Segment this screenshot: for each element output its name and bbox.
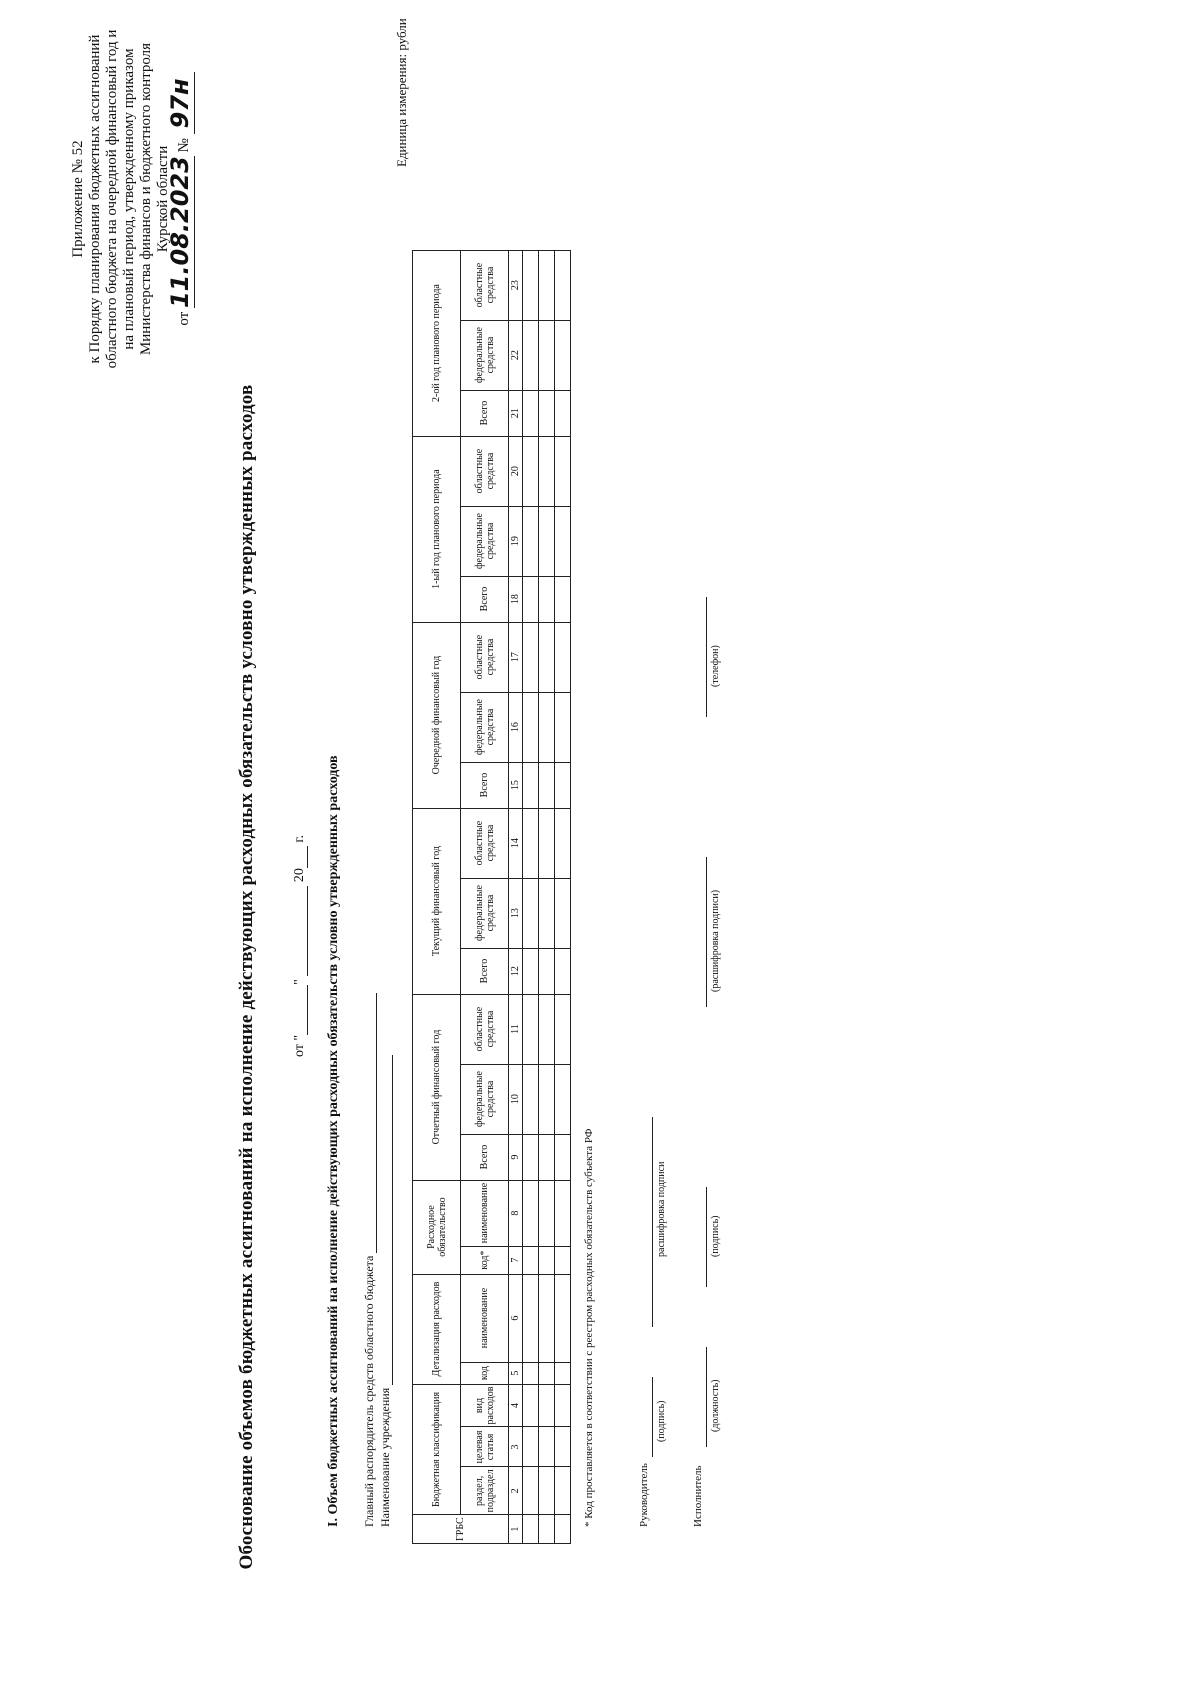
head-sign-line[interactable] bbox=[652, 1377, 653, 1457]
section-heading: I. Объем бюджетных ассигнований на исполнение действующих расходных обязательств условно утвержденных расходов bbox=[326, 755, 341, 1527]
th-kod: код bbox=[461, 1362, 509, 1384]
th-vsego-3: Всего bbox=[461, 762, 509, 808]
table-header-row-2 bbox=[461, 250, 509, 1543]
col-num: 11 bbox=[509, 994, 523, 1064]
appendix-line-5: Курской области bbox=[155, 145, 171, 253]
th-grbs: ГРБС bbox=[413, 1515, 509, 1544]
executor-label: Исполнитель bbox=[692, 1465, 704, 1527]
th-vsego-4: Всего bbox=[461, 576, 509, 622]
budget-table bbox=[412, 250, 571, 1544]
th-fed-5: федеральные средства bbox=[461, 320, 509, 390]
col-num: 22 bbox=[509, 320, 523, 390]
col-num: 6 bbox=[509, 1274, 523, 1362]
executor-phone-caption: (телефон) bbox=[710, 645, 721, 687]
executor-position-caption: (должность) bbox=[710, 1379, 721, 1432]
col-num: 9 bbox=[509, 1134, 523, 1180]
th-fed-3: федеральные средства bbox=[461, 692, 509, 762]
executor-position-line[interactable] bbox=[706, 1347, 707, 1447]
th-report-year: Отчетный финансовый год bbox=[413, 994, 461, 1180]
col-num: 7 bbox=[509, 1246, 523, 1274]
document-title: Обоснование объемов бюджетных ассигнований на исполнение действующих расходных обязательств условно утвержденных расходов bbox=[236, 384, 257, 1570]
head-decode-line[interactable] bbox=[652, 1117, 653, 1327]
table-header-row-1 bbox=[413, 250, 461, 1543]
table-row[interactable] bbox=[523, 250, 539, 1543]
col-num: 14 bbox=[509, 808, 523, 878]
date-line: от "" 20 г. bbox=[292, 834, 307, 1057]
institution-field bbox=[378, 1055, 393, 1527]
date-prefix: от bbox=[176, 311, 192, 326]
col-num: 13 bbox=[509, 878, 523, 948]
th-current-year: Текущий финансовый год bbox=[413, 808, 461, 994]
institution-input-line[interactable] bbox=[381, 1055, 393, 1385]
order-date: 11.08.2023 bbox=[166, 156, 194, 309]
th-celevaya: целевая статья bbox=[461, 1427, 509, 1467]
grbs-label: Главный распорядитель средств областного бюджета bbox=[362, 1255, 376, 1527]
col-num: 20 bbox=[509, 436, 523, 506]
th-obl-3: областные средства bbox=[461, 622, 509, 692]
th-detail: Детализация расходов bbox=[413, 1274, 461, 1384]
grbs-field bbox=[362, 993, 377, 1527]
col-num: 8 bbox=[509, 1180, 523, 1246]
appendix-number: Приложение № 52 bbox=[70, 140, 86, 258]
th-next-year: Очередной финансовый год bbox=[413, 622, 461, 808]
unit-label: Единица измерения: рубли bbox=[394, 18, 409, 167]
th-razdel: раздел, подраздел bbox=[461, 1467, 509, 1515]
th-kod-star: код* bbox=[461, 1246, 509, 1274]
th-vid: вид расходов bbox=[461, 1384, 509, 1427]
th-plan2: 2-ой год планового периода bbox=[413, 250, 461, 436]
th-obl-5: областные средства bbox=[461, 250, 509, 320]
col-num: 1 bbox=[509, 1515, 523, 1544]
th-obligation: Расходное обязательство bbox=[413, 1180, 461, 1274]
col-num: 23 bbox=[509, 250, 523, 320]
th-obl-1: областные средства bbox=[461, 994, 509, 1064]
th-fed-1: федеральные средства bbox=[461, 1064, 509, 1134]
table-row[interactable] bbox=[539, 250, 555, 1543]
head-sign-caption: (подпись) bbox=[656, 1400, 667, 1442]
th-fed-2: федеральные средства bbox=[461, 878, 509, 948]
col-num: 17 bbox=[509, 622, 523, 692]
th-naim: наименование bbox=[461, 1274, 509, 1362]
institution-label: Наименование учреждения bbox=[378, 1387, 392, 1527]
th-naim-2: наименование bbox=[461, 1180, 509, 1246]
table-row[interactable] bbox=[555, 250, 571, 1543]
order-date-line bbox=[166, 19, 194, 379]
th-obl-2: областные средства bbox=[461, 808, 509, 878]
th-plan1: 1-ый год планового периода bbox=[413, 436, 461, 622]
executor-sign-caption: (подпись) bbox=[710, 1215, 721, 1257]
col-num: 18 bbox=[509, 576, 523, 622]
col-num: 16 bbox=[509, 692, 523, 762]
executor-sign-line[interactable] bbox=[706, 1187, 707, 1287]
appendix-line-4: Министерства финансов и бюджетного контроля bbox=[138, 42, 154, 356]
col-num: 5 bbox=[509, 1362, 523, 1384]
appendix-line-3: на плановый период, утвержденному приказом bbox=[121, 48, 137, 350]
col-num: 4 bbox=[509, 1384, 523, 1427]
footnote: * Код проставляется в соответствии с реестром расходных обязательств субъекта РФ bbox=[583, 1128, 595, 1527]
th-fed-4: федеральные средства bbox=[461, 506, 509, 576]
executor-decode-caption: (расшифровка подписи) bbox=[710, 889, 721, 992]
head-decode-caption: расшифровка подписи bbox=[656, 1161, 667, 1257]
th-vsego-2: Всего bbox=[461, 948, 509, 994]
number-prefix: № bbox=[176, 138, 192, 153]
th-budget-class: Бюджетная классификация bbox=[413, 1384, 461, 1515]
executor-decode-line[interactable] bbox=[706, 857, 707, 1007]
col-num: 15 bbox=[509, 762, 523, 808]
col-num: 10 bbox=[509, 1064, 523, 1134]
col-num: 2 bbox=[509, 1467, 523, 1515]
order-number: 97н bbox=[166, 72, 195, 134]
appendix-line-1: к Порядку планирования бюджетных ассигнований bbox=[87, 34, 103, 364]
col-num: 3 bbox=[509, 1427, 523, 1467]
th-vsego-5: Всего bbox=[461, 390, 509, 436]
th-obl-4: областные средства bbox=[461, 436, 509, 506]
col-num: 19 bbox=[509, 506, 523, 576]
grbs-input-line[interactable] bbox=[365, 993, 377, 1253]
table-number-row bbox=[509, 250, 523, 1543]
head-label: Руководитель bbox=[638, 1463, 650, 1527]
th-vsego-1: Всего bbox=[461, 1134, 509, 1180]
appendix-header bbox=[70, 19, 193, 379]
appendix-line-2: областного бюджета на очередной финансовый год и bbox=[104, 29, 120, 369]
executor-phone-line[interactable] bbox=[706, 597, 707, 717]
col-num: 12 bbox=[509, 948, 523, 994]
col-num: 21 bbox=[509, 390, 523, 436]
